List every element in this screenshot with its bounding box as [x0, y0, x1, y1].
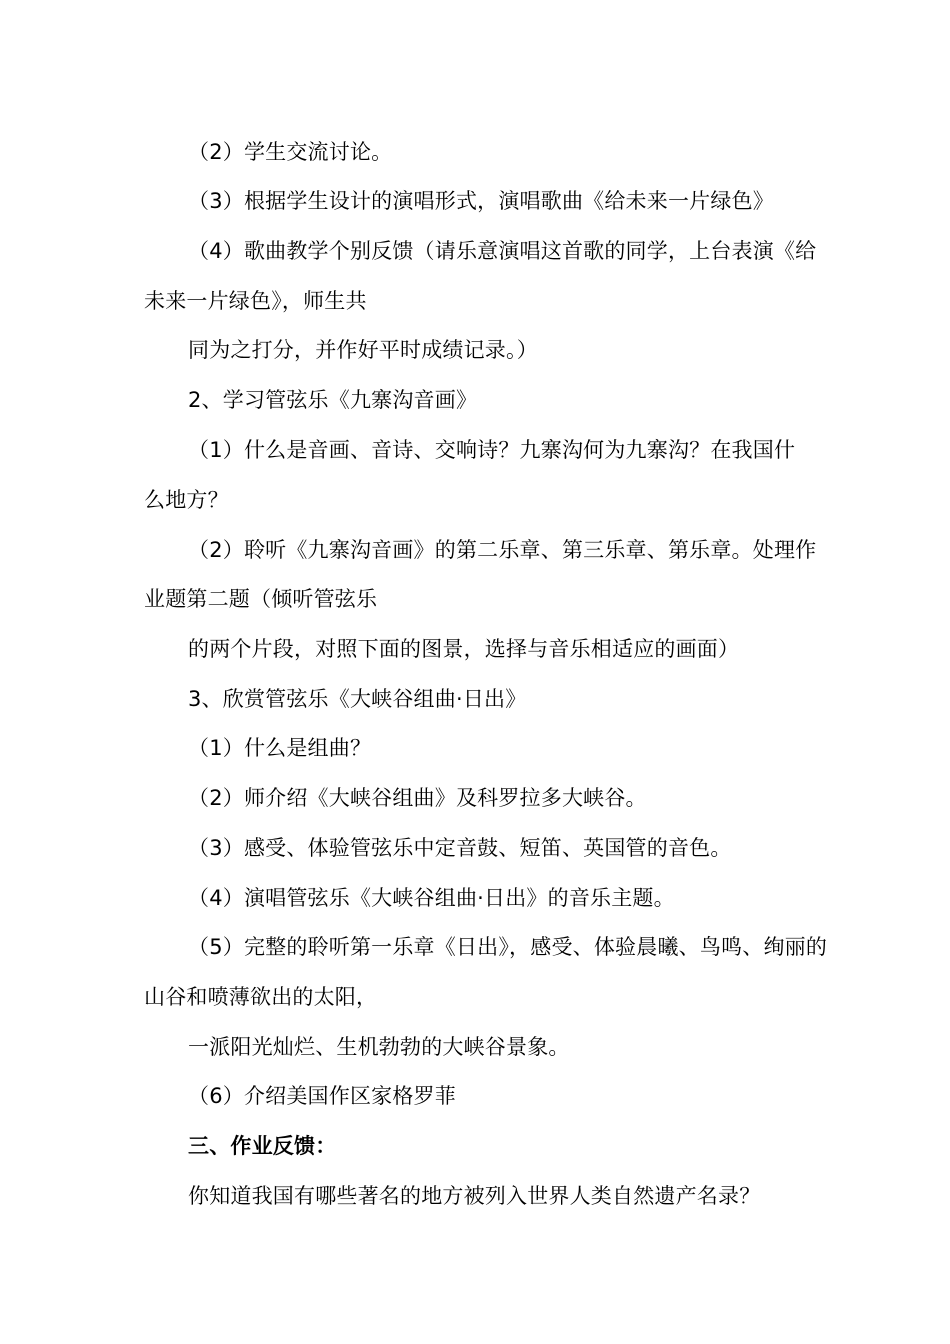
- section-heading-bold: 三、作业反馈：: [188, 1134, 337, 1158]
- paragraph-line: （5）完整的聆听第一乐章《日出》，感受、体验晨曦、鸟鸣、绚丽的: [188, 935, 828, 959]
- section-heading: 3、欣赏管弦乐《大峡谷组曲·日出》: [188, 687, 527, 711]
- paragraph-line: （2）聆听《九寨沟音画》的第二乐章、第三乐章、第乐章。处理作: [188, 538, 817, 562]
- paragraph-line: 同为之打分，并作好平时成绩记录。）: [188, 338, 538, 362]
- paragraph-line: 一派阳光灿烂、生机勃勃的大峡谷景象。: [188, 1035, 570, 1059]
- paragraph-line: 的两个片段，对照下面的图景，选择与音乐相适应的画面）: [188, 637, 740, 661]
- paragraph-line: （2）师介绍《大峡谷组曲》及科罗拉多大峡谷。: [188, 786, 647, 810]
- paragraph-line: （4）歌曲教学个别反馈（请乐意演唱这首歌的同学，上台表演《给: [188, 239, 817, 263]
- paragraph-line: 么地方？: [144, 488, 229, 512]
- paragraph-line: （2）学生交流讨论。: [188, 140, 393, 164]
- paragraph-line: （4）演唱管弦乐《大峡谷组曲·日出》的音乐主题。: [188, 886, 675, 910]
- paragraph-line: （3）根据学生设计的演唱形式，演唱歌曲《给未来一片绿色》: [188, 189, 774, 213]
- paragraph-line: 未来一片绿色》，师生共: [144, 289, 367, 313]
- paragraph-line: （3）感受、体验管弦乐中定音鼓、短笛、英国管的音色。: [188, 836, 732, 860]
- paragraph-line: （6）介绍美国作区家格罗菲: [188, 1084, 456, 1108]
- paragraph-line: 山谷和喷薄欲出的太阳，: [144, 985, 378, 1009]
- paragraph-line: 你知道我国有哪些著名的地方被列入世界人类自然遗产名录？: [188, 1184, 761, 1208]
- section-heading: 2、学习管弦乐《九寨沟音画》: [188, 388, 478, 412]
- paragraph-line: （1）什么是音画、音诗、交响诗？九寨沟何为九寨沟？在我国什: [188, 438, 796, 462]
- paragraph-line: （1）什么是组曲？: [188, 736, 372, 760]
- paragraph-line: 业题第二题（倾听管弦乐: [144, 587, 378, 611]
